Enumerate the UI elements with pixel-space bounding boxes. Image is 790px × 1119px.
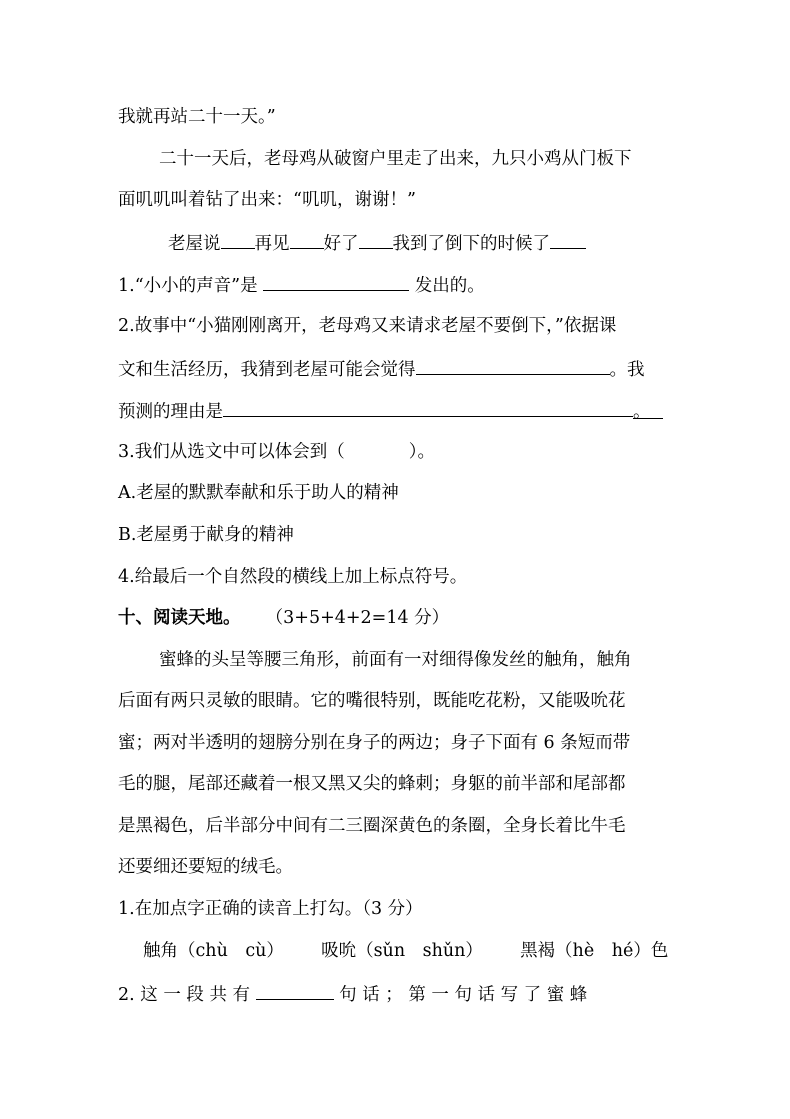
- question-text: 发出的。: [414, 276, 485, 296]
- pinyin-word[interactable]: 吸吮（sǔn shǔn）: [321, 941, 483, 961]
- passage-line: 二十一天后，老母鸡从破窗户里走了出来，九只小鸡从门板下: [159, 149, 632, 169]
- passage-line: 我就再站二十一天。”: [118, 107, 276, 127]
- pinyin-word[interactable]: 触角（chù cù）: [143, 941, 284, 961]
- question-text: 。: [633, 400, 663, 419]
- question-text: 3.我们从选文中可以体会到（: [118, 442, 345, 462]
- question-text: 文和生活经历，我猜到老屋可能会觉得: [118, 360, 416, 380]
- blank-line[interactable]: [550, 230, 586, 249]
- passage-text: 我到了倒下的时候了: [392, 234, 550, 254]
- question-text: 。我: [609, 360, 645, 380]
- section-heading: [118, 606, 449, 630]
- question-1: [118, 272, 485, 298]
- option-a: A.老屋的默默奉献和乐于助人的精神: [118, 483, 399, 503]
- question-2-line: [118, 398, 663, 424]
- passage-line: 蜜；两对半透明的翅膀分别在身子的两边；身子下面有 6 条短而带: [118, 733, 631, 753]
- passage-text: 再见: [254, 234, 290, 254]
- section-score: （3+5+4+2=14 分）: [265, 608, 450, 628]
- question-2-line: 2.故事中“小猫刚刚离开，老母鸡又来请求老屋不要倒下，”依据课: [118, 316, 617, 336]
- passage-text: 好了: [323, 234, 359, 254]
- question-text: ）。: [408, 442, 435, 462]
- section-title: 十、阅读天地。: [118, 608, 241, 628]
- passage-line: 蜜蜂的头呈等腰三角形，前面有一对细得像发丝的触角，触角: [159, 650, 632, 670]
- blank-line[interactable]: [359, 230, 393, 249]
- passage-line: 毛的腿，尾部还藏着一根又黑又尖的蜂刺；身躯的前半部和尾部都: [118, 774, 626, 794]
- question-3: [118, 440, 435, 464]
- answer-blank[interactable]: [256, 981, 334, 1000]
- question-2: [118, 981, 587, 1007]
- passage-line: 后面有两只灵敏的眼睛。它的嘴很特别，既能吃花粉，又能吸吮花: [118, 691, 626, 711]
- pinyin-word[interactable]: 黑褐（hè hé）色: [520, 941, 669, 961]
- question-text: 预测的理由是: [118, 402, 223, 422]
- option-b: B.老屋勇于献身的精神: [118, 525, 294, 545]
- question-4: 4.给最后一个自然段的横线上加上标点符号。: [118, 567, 468, 587]
- question-1: 1.在加点字正确的读音上打勾。（3 分）: [118, 899, 423, 919]
- passage-line: 还要细还要短的绒毛。: [118, 857, 293, 877]
- question-2-line: [118, 356, 645, 382]
- passage-line: 面叽叽叫着钻了出来：“叽叽，谢谢！”: [118, 190, 416, 210]
- answer-blank[interactable]: [416, 356, 610, 375]
- question-text: 句 话 ； 第 一 句 话 写 了 蜜 蜂: [339, 985, 588, 1005]
- answer-blank[interactable]: [263, 272, 409, 291]
- question-text: 2. 这 一 段 共 有: [118, 985, 251, 1005]
- question-text: 1.“小小的声音”是: [118, 276, 258, 296]
- blank-line[interactable]: [290, 230, 324, 249]
- pinyin-row: [143, 939, 668, 963]
- passage-fill-punctuation-line: [168, 230, 586, 256]
- answer-blank[interactable]: [223, 398, 633, 417]
- blank-line[interactable]: [221, 230, 255, 249]
- passage-line: 是黑褐色，后半部分中间有二三圈深黄色的条圈，全身长着比牛毛: [118, 816, 626, 836]
- passage-text: 老屋说: [168, 234, 221, 254]
